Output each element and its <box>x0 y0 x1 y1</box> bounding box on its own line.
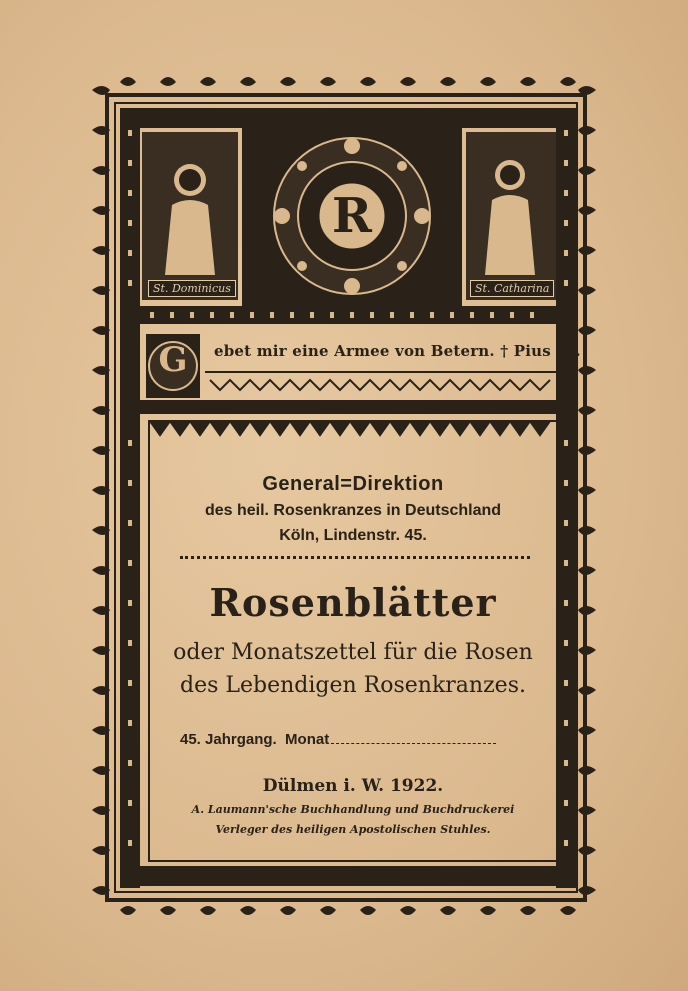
saint-label-right: St. Catharina <box>470 280 554 297</box>
document-title: Rosenblätter <box>209 580 497 625</box>
general-direction-heading: General=Direktion <box>262 473 444 495</box>
organization-line: des heil. Rosenkranzes in Deutschland <box>204 502 502 519</box>
banner-initial: G <box>158 340 188 380</box>
monogram-letter: R <box>332 188 372 244</box>
month-fill-line <box>331 743 496 744</box>
address-line: Köln, Lindenstr. 45. <box>279 527 427 544</box>
month-label: Monat <box>285 731 330 748</box>
subtitle-line-2: des Lebendigen Rosenkranzes. <box>180 673 526 698</box>
publisher-line-2: Verleger des heiligen Apostolischen Stuhles. <box>215 823 491 836</box>
volume-label: 45. Jahrgang. <box>180 731 277 748</box>
banner-motto: ebet mir eine Armee von Betern. † Pius IX. <box>214 342 581 360</box>
subtitle-line-1: oder Monatszettel für die Rosen <box>173 640 533 665</box>
volume-month-line <box>180 731 496 748</box>
dotted-divider <box>180 556 530 559</box>
place-date: Dülmen i. W. 1922. <box>262 776 444 796</box>
publisher-line-1: A. Laumann'sche Buchhandlung und Buchdruckerei <box>191 803 515 816</box>
saint-label-left: St. Dominicus <box>148 280 236 297</box>
